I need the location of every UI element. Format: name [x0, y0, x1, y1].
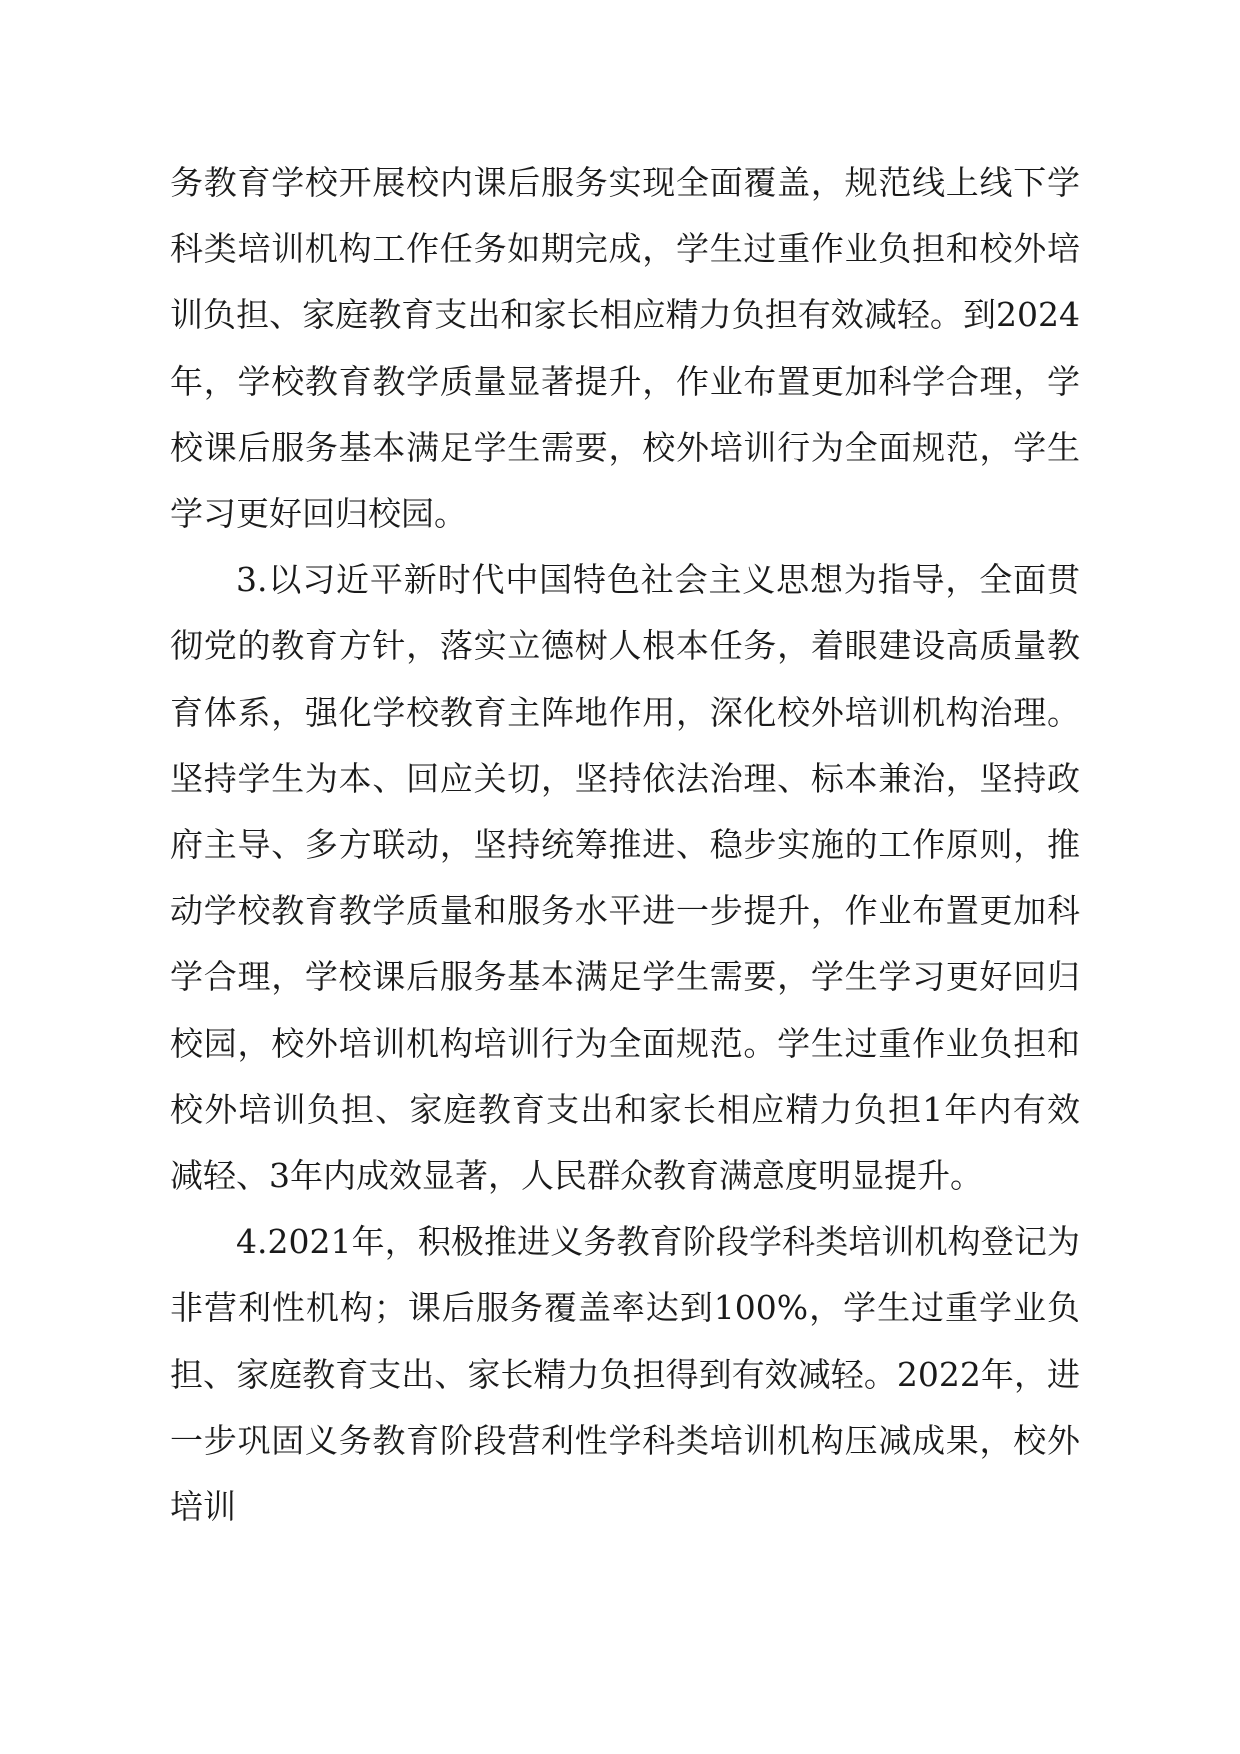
document-body: [170, 150, 1080, 1540]
paragraph-continuation: 务教育学校开展校内课后服务实现全面覆盖，规范线上线下学科类培训机构工作任务如期完成，学生过重作业负担和校外培训负担、家庭教育支出和家长相应精力负担有效减轻。到2024年，学校教育教学质量显著提升，作业布置更加科学合理，学校课后服务基本满足学生需要，校外培训行为全面规范，学生学习更好回归校园。: [170, 163, 1080, 534]
paragraph-item-3: 3.以习近平新时代中国特色社会主义思想为指导，全面贯彻党的教育方针，落实立德树人根本任务，着眼建设高质量教育体系，强化学校教育主阵地作用，深化校外培训机构治理。坚持学生为本、回应关切，坚持依法治理、标本兼治，坚持政府主导、多方联动，坚持统筹推进、稳步实施的工作原则，推动学校教育教学质量和服务水平进一步提升，作业布置更加科学合理，学校课后服务基本满足学生需要，学生学习更好回归校园，校外培训机构培训行为全面规范。学生过重作业负担和校外培训负担、家庭教育支出和家长相应精力负担1年内有效减轻、3年内成效显著，人民群众教育满意度明显提升。: [170, 560, 1080, 1196]
paragraph-item-4: 4.2021年，积极推进义务教育阶段学科类培训机构登记为非营利性机构；课后服务覆盖率达到100%，学生过重学业负担、家庭教育支出、家长精力负担得到有效减轻。2022年，进一步巩固义务教育阶段营利性学科类培训机构压减成果，校外培训: [170, 1222, 1080, 1527]
